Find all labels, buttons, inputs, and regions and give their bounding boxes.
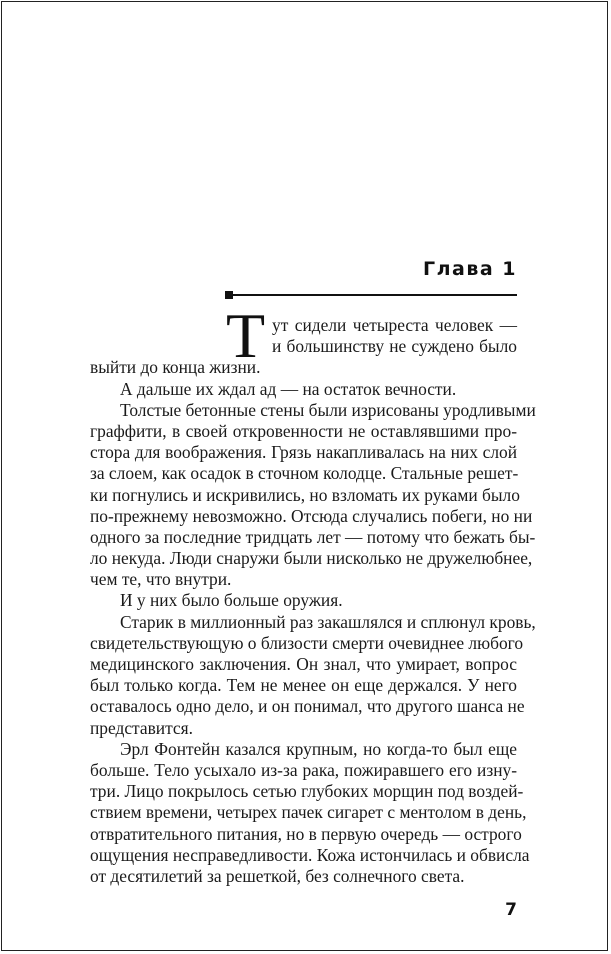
text-line: ут сидели четыреста человек — bbox=[272, 315, 517, 335]
text-line: представится. bbox=[90, 717, 193, 738]
text-line: А дальше их ждал ад — на остаток вечности. bbox=[120, 378, 457, 399]
text-line: Толстые бетонные стены были изрисованы уродливыми bbox=[120, 399, 536, 420]
text-line: и большинству не суждено было bbox=[272, 336, 517, 357]
text-line: ощущения несправедливости. Кожа истончилась и обвисла bbox=[90, 844, 530, 865]
text-line: граффити, в своей откровенности не оставлявшими про- bbox=[90, 420, 517, 441]
text-line: три. Лицо покрылось сетью глубоких морщин под воздей- bbox=[90, 781, 524, 802]
text-line: был только когда. Тем не менее он еще держался. У него bbox=[90, 675, 517, 696]
chapter-title: Глава 1 bbox=[422, 258, 517, 280]
text-line: стора для воображения. Грязь накапливалась на них слой bbox=[90, 442, 517, 463]
text-line: ло некуда. Люди снаружи были нисколько не дружелюбнее, bbox=[90, 548, 533, 569]
text-line: И у них было больше оружия. bbox=[120, 590, 343, 611]
text-line: чем те, что внутри. bbox=[90, 569, 232, 590]
chapter-rule bbox=[230, 294, 517, 296]
text-line: оставалось одно дело, и он понимал, что другого шанса не bbox=[90, 696, 525, 717]
text-line: одного за последние тридцать лет — потому что бежать бы- bbox=[90, 526, 536, 547]
text-line: за слоем, как осадок в сточном колодце. Стальные решет- bbox=[90, 463, 519, 484]
text-line: больше. Тело усыхало из-за рака, пожиравшего его изну- bbox=[90, 759, 517, 780]
text-line: медицинского заключения. Он знал, что умирает, вопрос bbox=[90, 654, 517, 674]
text-line: свидетельствующую о близости смерти очевиднее любого bbox=[90, 632, 524, 653]
page-number: 7 bbox=[505, 900, 517, 920]
body-text bbox=[90, 315, 536, 887]
text-line: отвратительного питания, но в первую очередь — острого bbox=[90, 823, 522, 844]
text-line: Старик в миллионный раз закашлялся и сплюнул кровь, bbox=[120, 611, 536, 632]
text-line: по-прежнему невозможно. Отсюда случались побеги, но ни bbox=[90, 505, 533, 526]
text-line: ствием времени, четырех пачек сигарет с ментолом в день, bbox=[90, 802, 527, 823]
text-line: выйти до конца жизни. bbox=[90, 357, 261, 378]
text-line: от десятилетий за решеткой, без солнечного света. bbox=[90, 865, 465, 886]
text-line: ки погнулись и искривились, но взломать их руками было bbox=[90, 484, 520, 505]
drop-cap: Т bbox=[226, 300, 266, 371]
text-line: Эрл Фонтейн казался крупным, но когда-то был еще bbox=[120, 738, 517, 759]
